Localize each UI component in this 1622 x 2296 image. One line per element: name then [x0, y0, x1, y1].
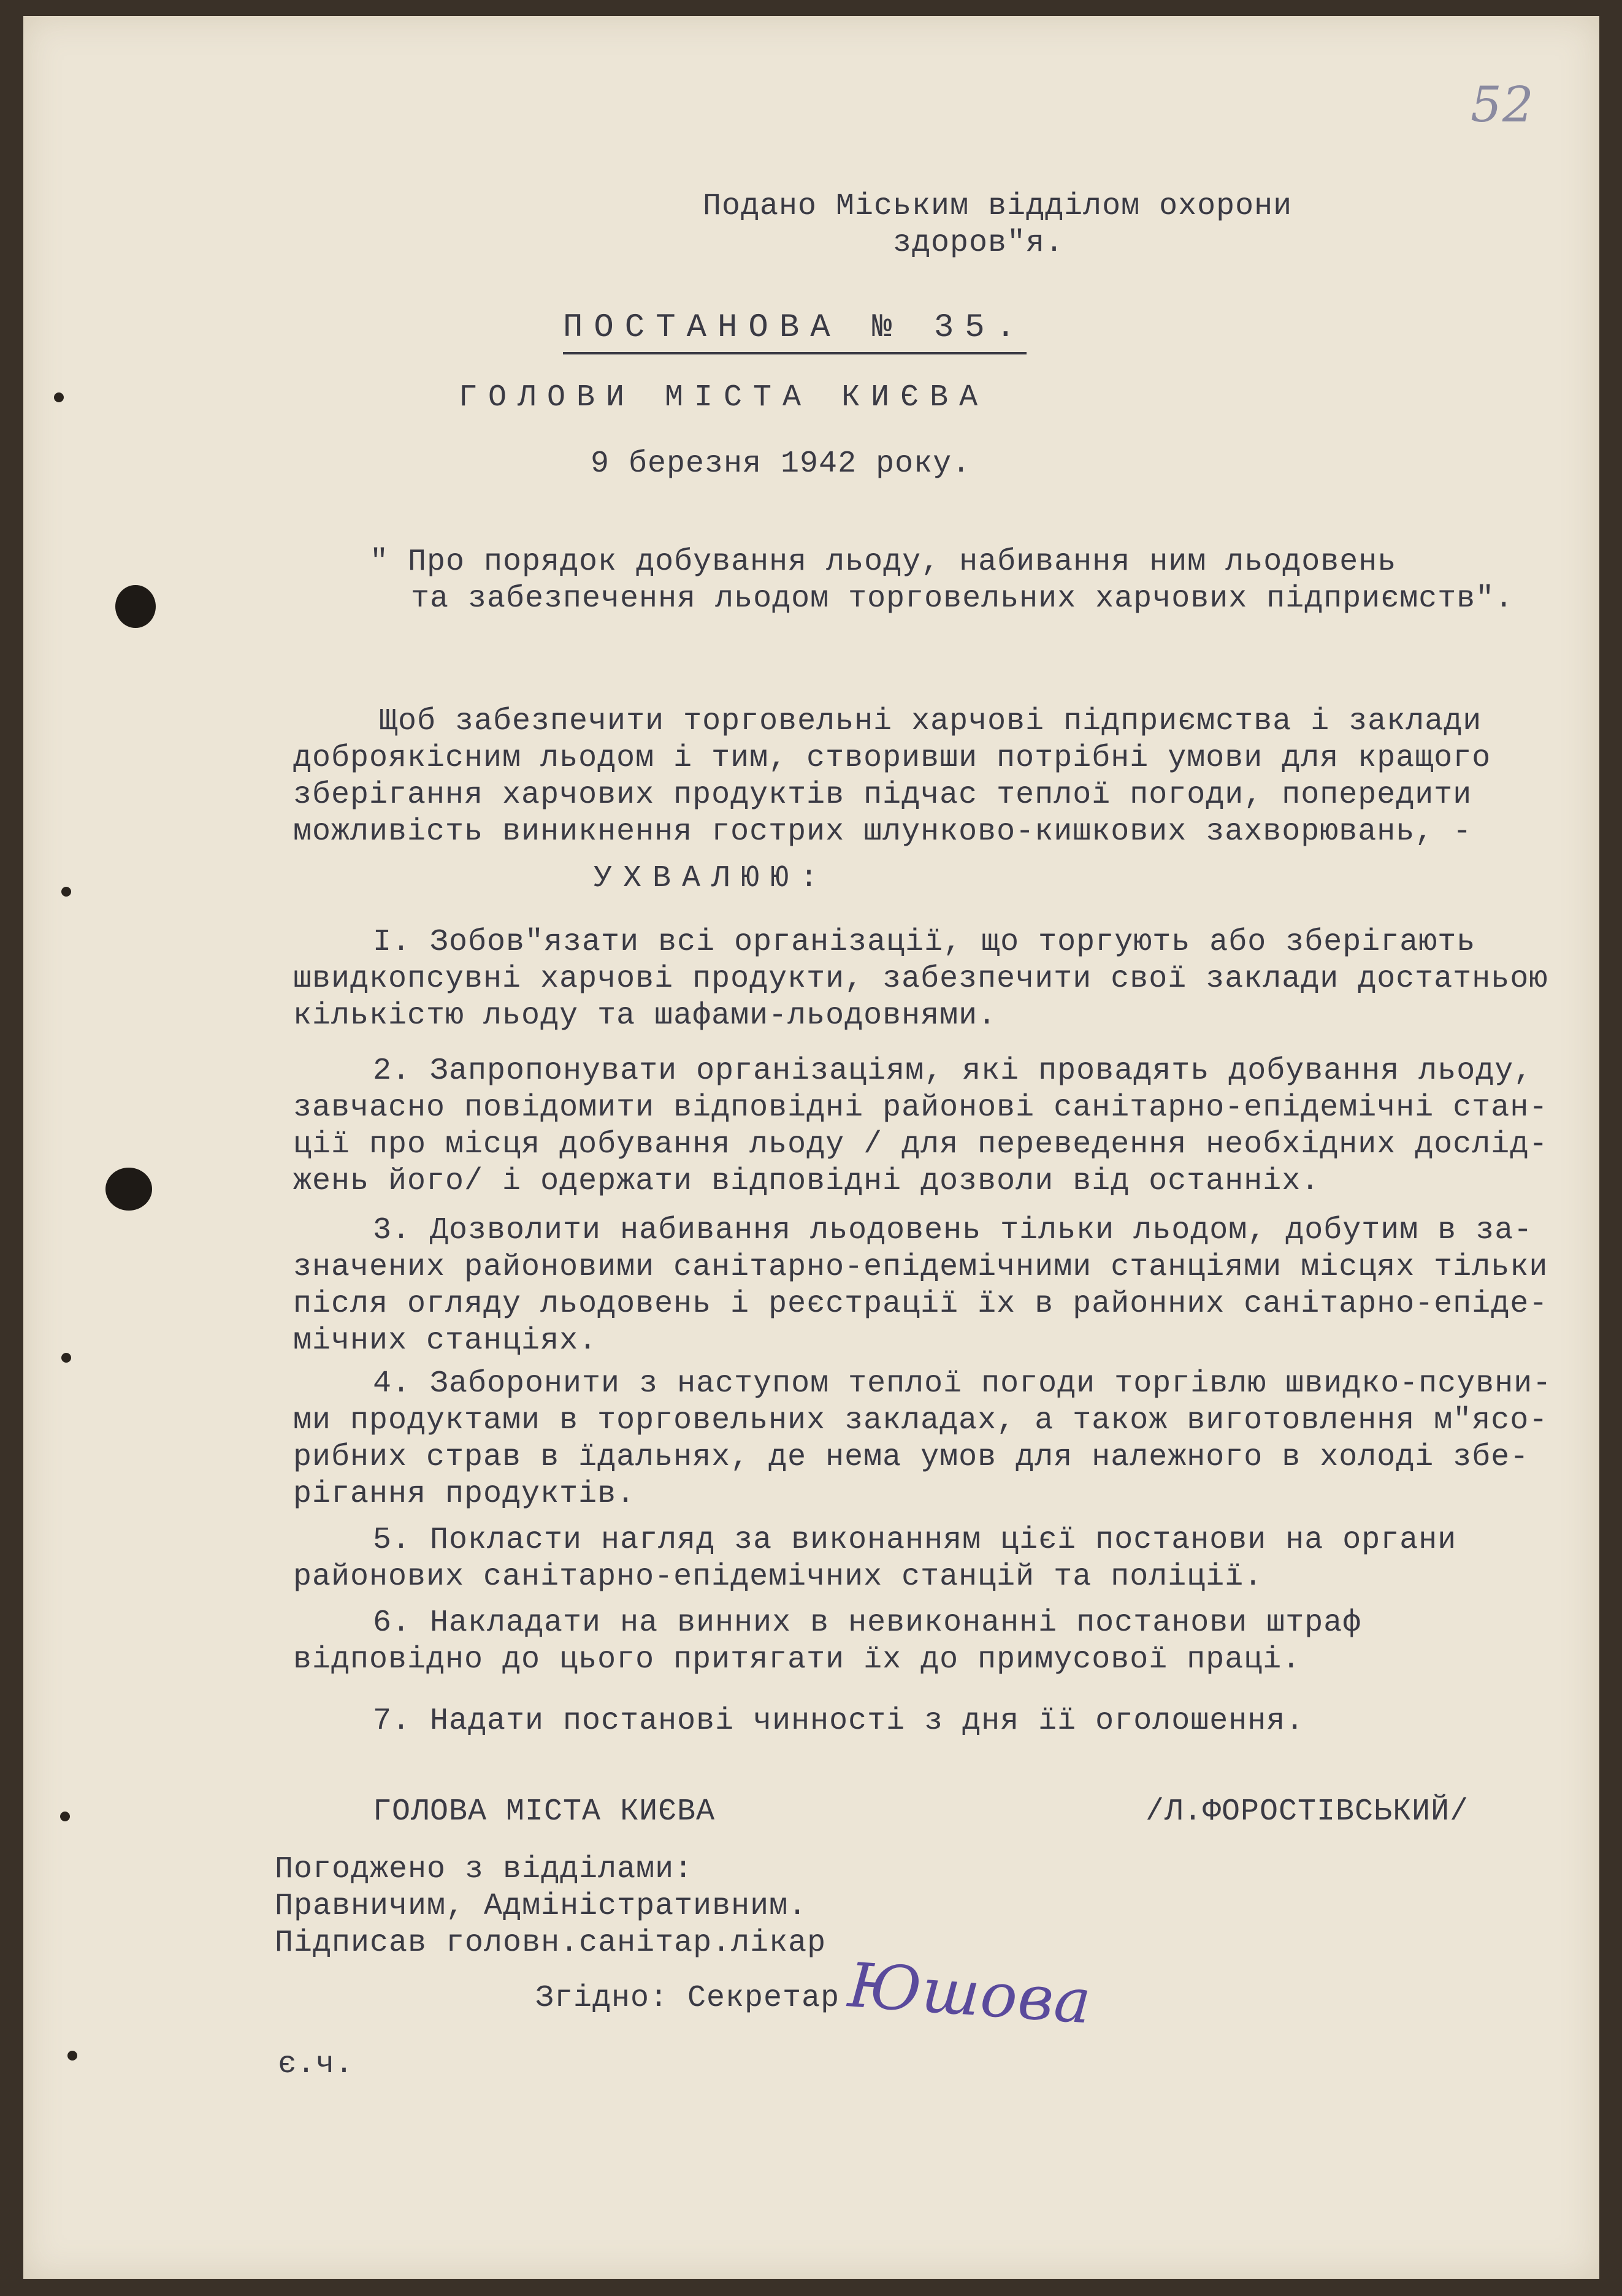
typist-initials: є.ч.: [278, 2047, 354, 2082]
item-5-line-2: районових санітарно-епідемічних станцій та поліції.: [293, 1559, 1263, 1594]
item-3-line-4: мічних станціях.: [293, 1323, 598, 1358]
item-7: 7. Надати постанові чинності з дня її оголошення.: [373, 1704, 1305, 1739]
item-6-line-2: відповідно до цього притягати їх до примусової праці.: [293, 1642, 1301, 1677]
subject-line-1: " Про порядок добування льоду, набивання ним льодовень: [370, 545, 1397, 580]
submitted-by-line-1: Подано Міським відділом охорони: [703, 189, 1293, 224]
binder-pin: [61, 1353, 71, 1363]
preamble-line-3: зберігання харчових продуктів підчас теплої погоди, попередити: [293, 778, 1472, 813]
item-1-line-2: швидкопсувні харчові продукти, забезпечити свої заклади достатньою: [293, 962, 1548, 997]
resolve-heading: УХВАЛЮЮ:: [594, 861, 830, 896]
agreed-line-3: Підписав головн.санітар.лікар: [275, 1926, 827, 1961]
signatory-title: ГОЛОВА МІСТА КИЄВА: [373, 1794, 716, 1829]
document-page: [23, 16, 1599, 2279]
subject-line-2: та забезпечення льодом торговельних харчових підприємств".: [411, 581, 1514, 616]
item-4-line-4: рігання продуктів.: [293, 1477, 636, 1512]
item-3-line-3: після огляду льодовень і реєстрації їх в районних санітарно-епіде-: [293, 1287, 1548, 1322]
secretary-label: Згідно: Секретар: [535, 1981, 840, 2016]
item-3-line-2: значених районовими санітарно-епідемічними станціями місцях тільки: [293, 1250, 1548, 1285]
item-2-line-2: завчасно повідомити відповідні районові санітарно-епідемічні стан-: [293, 1090, 1548, 1125]
item-4-line-1: 4. Заборонити з наступом теплої погоди торгівлю швидко-псувни-: [373, 1366, 1552, 1401]
binder-hole: [105, 1168, 152, 1211]
agreed-line-1: Погоджено з відділами:: [275, 1852, 694, 1887]
item-6-line-1: 6. Накладати на винних в невиконанні постанови штраф: [373, 1605, 1362, 1640]
binder-pin: [60, 1812, 70, 1821]
preamble-line-2: доброякісним льодом і тим, створивши потрібні умови для кращого: [293, 741, 1491, 776]
page-number: 52: [1471, 76, 1534, 133]
item-5-line-1: 5. Покласти нагляд за виконанням цієї постанови на органи: [373, 1523, 1457, 1558]
binder-pin: [54, 392, 64, 402]
signatory-name: /Л.ФОРОСТІВСЬКИЙ/: [1146, 1794, 1469, 1829]
item-2-line-4: жень його/ і одержати відповідні дозволи від останніх.: [293, 1164, 1320, 1199]
item-1-line-3: кількістю льоду та шафами-льодовнями.: [293, 998, 997, 1033]
agreed-line-2: Правничим, Адміністративним.: [275, 1889, 808, 1924]
secretary-signature: Юшова: [846, 1949, 1094, 2038]
item-2-line-3: ції про місця добування льоду / для переведення необхідних дослід-: [293, 1127, 1548, 1162]
binder-hole: [115, 585, 156, 628]
item-1-line-1: I. Зобов"язати всі організації, що торгують або зберігають: [373, 925, 1476, 960]
item-4-line-2: ми продуктами в торговельних закладах, а також виготовлення м"ясо-: [293, 1403, 1548, 1438]
document-date: 9 березня 1942 року.: [591, 446, 971, 481]
item-4-line-3: рибних страв в їдальнях, де нема умов для належного в холоді збе-: [293, 1440, 1529, 1475]
preamble-line-4: можливість виникнення гострих шлунково-кишкових захворювань, -: [293, 814, 1472, 849]
preamble-line-1: Щоб забезпечити торговельні харчові підприємства і заклади: [379, 704, 1482, 739]
item-3-line-1: 3. Дозволити набивання льодовень тільки льодом, добутим в за-: [373, 1213, 1533, 1248]
item-2-line-1: 2. Запропонувати організаціям, які провадять добування льоду,: [373, 1054, 1533, 1089]
binder-pin: [61, 887, 71, 897]
submitted-by-line-2: здоров"я.: [893, 226, 1065, 261]
binder-pin: [67, 2051, 77, 2061]
document-title: ПОСТАНОВА № 35.: [563, 309, 1027, 354]
document-subtitle: ГОЛОВИ МІСТА КИЄВА: [459, 380, 989, 415]
